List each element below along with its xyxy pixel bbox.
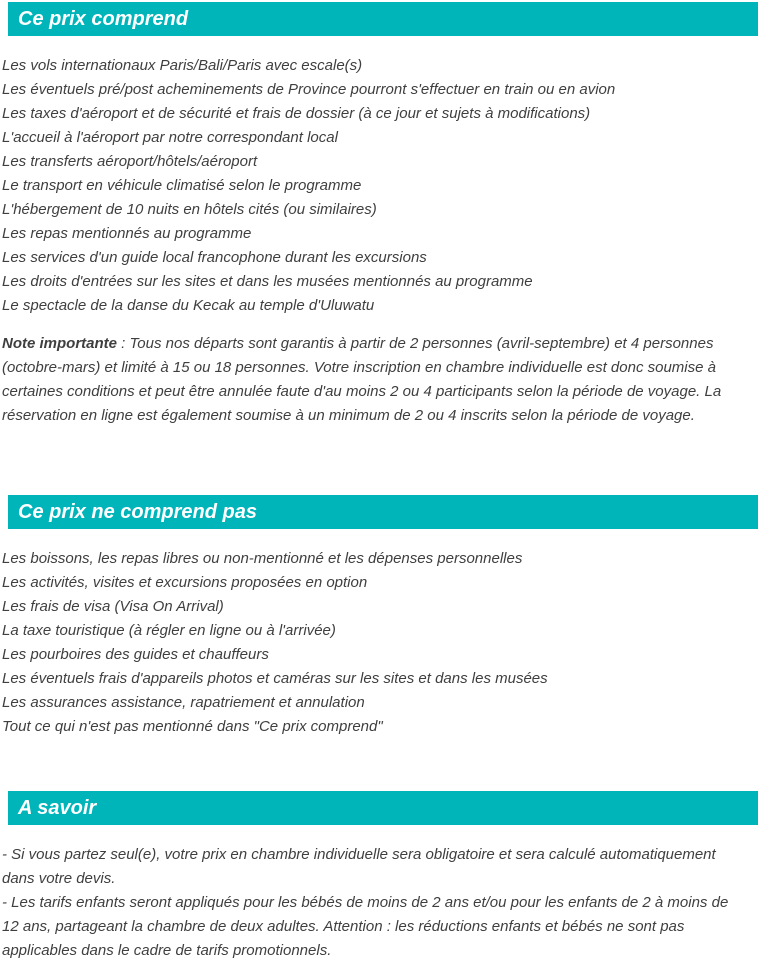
- list-item: La taxe touristique (à régler en ligne ou à l'arrivée): [2, 622, 336, 639]
- important-note-label: Note importante: [2, 335, 118, 352]
- section-header-not-included: [8, 495, 758, 529]
- list-item: L'accueil à l'aéroport par notre correspondant local: [2, 129, 338, 146]
- list-item: Les assurances assistance, rapatriement et annulation: [2, 694, 365, 711]
- section-spacer: [0, 443, 758, 495]
- paragraph: - Si vous partez seul(e), votre prix en chambre individuelle sera obligatoire et sera calculé automatiquement dans votre devis.: [2, 846, 716, 887]
- paragraph: - Les tarifs enfants seront appliqués pour les bébés de moins de 2 ans et/ou pour les enfants de 2 à moins de 12 ans, partageant la chambre de deux adultes. Attention : les réductions enfants et bébés ne sont pas applicables dans le cadre de tarifs promotionnels.: [2, 894, 729, 959]
- good-to-know-paragraphs: [2, 843, 748, 963]
- section-body-included: [0, 54, 758, 428]
- list-item: L'hébergement de 10 nuits en hôtels cités (ou similaires): [2, 201, 377, 218]
- list-item: Les frais de visa (Visa On Arrival): [2, 598, 224, 615]
- list-item: Les boissons, les repas libres ou non-mentionné et les dépenses personnelles: [2, 550, 523, 567]
- list-item: Les repas mentionnés au programme: [2, 225, 252, 242]
- section-price-not-included: [0, 495, 758, 739]
- section-body-not-included: [0, 547, 758, 739]
- list-item: Les services d'un guide local francophone durant les excursions: [2, 249, 427, 266]
- list-item: Les éventuels frais d'appareils photos et caméras sur les sites et dans les musées: [2, 670, 548, 687]
- section-header-included: [8, 2, 758, 36]
- list-item: Les transferts aéroport/hôtels/aéroport: [2, 153, 258, 170]
- section-good-to-know: [0, 791, 758, 963]
- section-body-good-to-know: [0, 843, 758, 963]
- included-list: [2, 54, 748, 318]
- list-item: Le transport en véhicule climatisé selon le programme: [2, 177, 362, 194]
- list-item: Les pourboires des guides et chauffeurs: [2, 646, 269, 663]
- not-included-list: [2, 547, 748, 739]
- list-item: Le spectacle de la danse du Kecak au temple d'Uluwatu: [2, 297, 375, 314]
- list-item: Tout ce qui n'est pas mentionné dans "Ce prix comprend": [2, 718, 383, 735]
- list-item: Les éventuels pré/post acheminements de Province pourront s'effectuer en train ou en avion: [2, 81, 616, 98]
- list-item: Les activités, visites et excursions proposées en option: [2, 574, 368, 591]
- important-note-text: : Tous nos départs sont garantis à partir de 2 personnes (avril-septembre) et 4 personnes (octobre-mars) et limité à 15 ou 18 personnes. Votre inscription en chambre individuelle est donc soumise à certaines conditions et peut être annulée faute d'au moins 2 ou 4 participants selon la période de voyage. La réservation en ligne est également soumise à un minimum de 2 ou 4 inscrits selon la période de voyage.: [2, 335, 722, 424]
- section-price-included: [0, 2, 758, 428]
- section-title: Ce prix ne comprend pas: [18, 501, 257, 523]
- list-item: Les taxes d'aéroport et de sécurité et frais de dossier (à ce jour et sujets à modifications): [2, 105, 591, 122]
- list-item: Les droits d'entrées sur les sites et dans les musées mentionnés au programme: [2, 273, 533, 290]
- list-item: Les vols internationaux Paris/Bali/Paris avec escale(s): [2, 57, 363, 74]
- section-title: Ce prix comprend: [18, 8, 189, 30]
- section-title: A savoir: [18, 797, 97, 819]
- important-note: [2, 332, 748, 428]
- section-spacer: [0, 739, 758, 791]
- section-header-good-to-know: [8, 791, 758, 825]
